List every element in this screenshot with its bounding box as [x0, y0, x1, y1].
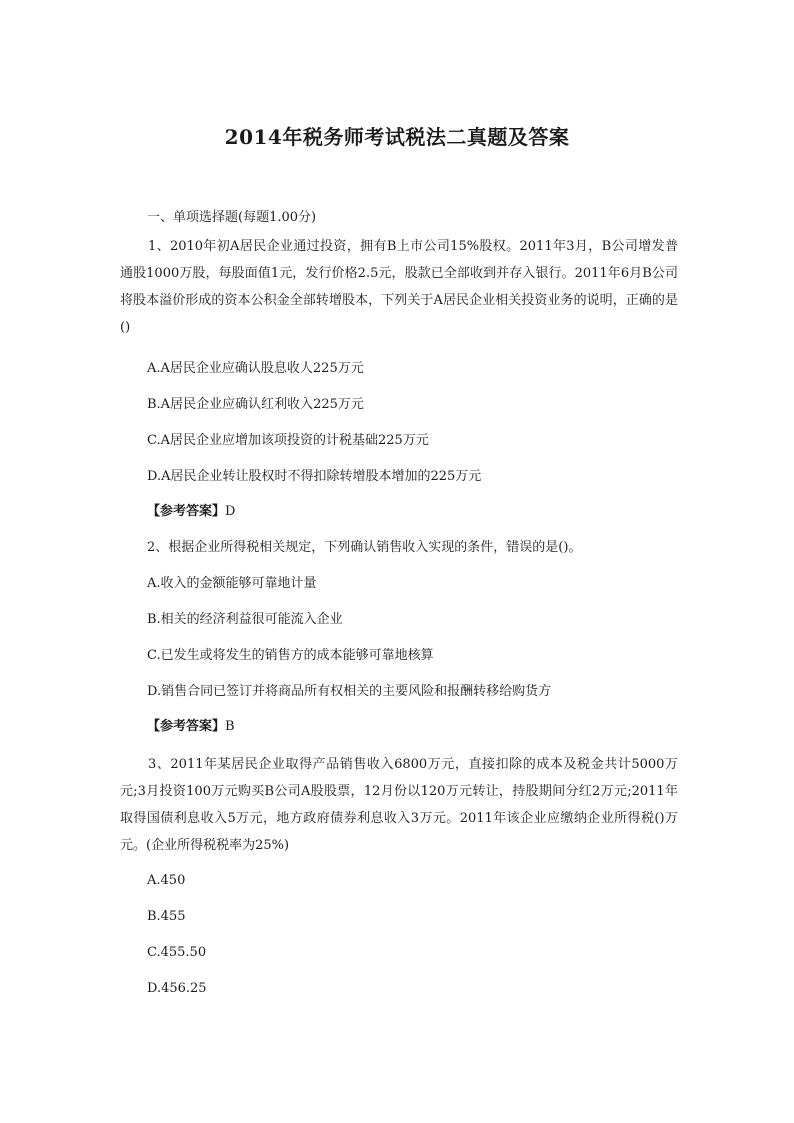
- question-3-option-d: D.456.25: [147, 981, 207, 996]
- question-2-option-c: C.已发生或将发生的销售方的成本能够可靠地核算: [147, 648, 434, 663]
- answer-value: B: [225, 719, 235, 734]
- section-heading: 一、单项选择题(每题1.00分): [147, 210, 317, 225]
- answer-label: 【参考答案】: [147, 719, 226, 734]
- question-1-answer: [147, 502, 235, 522]
- question-3-option-a: A.450: [147, 873, 186, 888]
- question-2-option-a: A.收入的金额能够可靠地计量: [147, 576, 317, 591]
- question-2-option-d: D.销售合同已签订并将商品所有权相关的主要风险和报酬转移给购货方: [147, 684, 552, 699]
- question-1-option-a: A.A居民企业应确认股息收人225万元: [147, 361, 364, 376]
- question-1-stem: 1、2010年初A居民企业通过投资，拥有B上市公司15%股权。2011年3月，B公司增发普通股1000万股，每股面值1元，发行价格2.5元，股款已全部收到并存入银行。2011年6月B公司将股本溢价形成的资本公积金全部转增股本，下列关于A居民企业相关投资业务的说明，正确的是(): [120, 239, 678, 335]
- question-3-option-c: C.455.50: [147, 945, 207, 960]
- answer-label: 【参考答案】: [147, 504, 226, 519]
- question-1-option-c: C.A居民企业应增加该项投资的计税基础225万元: [147, 433, 429, 448]
- question-3-option-b: B.455: [147, 909, 186, 924]
- question-2-option-b: B.相关的经济利益很可能流入企业: [147, 612, 343, 627]
- question-1-option-b: B.A居民企业应确认红利收入225万元: [147, 397, 364, 412]
- document-title: 2014年税务师考试税法二真题及答案: [224, 125, 570, 149]
- question-2-stem: 2、根据企业所得税相关规定，下列确认销售收入实现的条件，错误的是()。: [147, 540, 582, 555]
- question-3-stem: 3、2011年某居民企业取得产品销售收入6800万元，直接扣除的成本及税金共计5000万元;3月投资100万元购买B公司A股股票，12月份以120万元转让，持股期间分红2万元;2011年取得国债利息收入5万元，地方政府债券利息收入3万元。2011年该企业应缴纳企业所得税()万元。(企业所得税税率为25%): [120, 757, 678, 853]
- question-1-option-d: D.A居民企业转让股权时不得扣除转增股本增加的225万元: [147, 469, 482, 484]
- question-2-answer: [147, 717, 235, 737]
- answer-value: D: [225, 504, 236, 519]
